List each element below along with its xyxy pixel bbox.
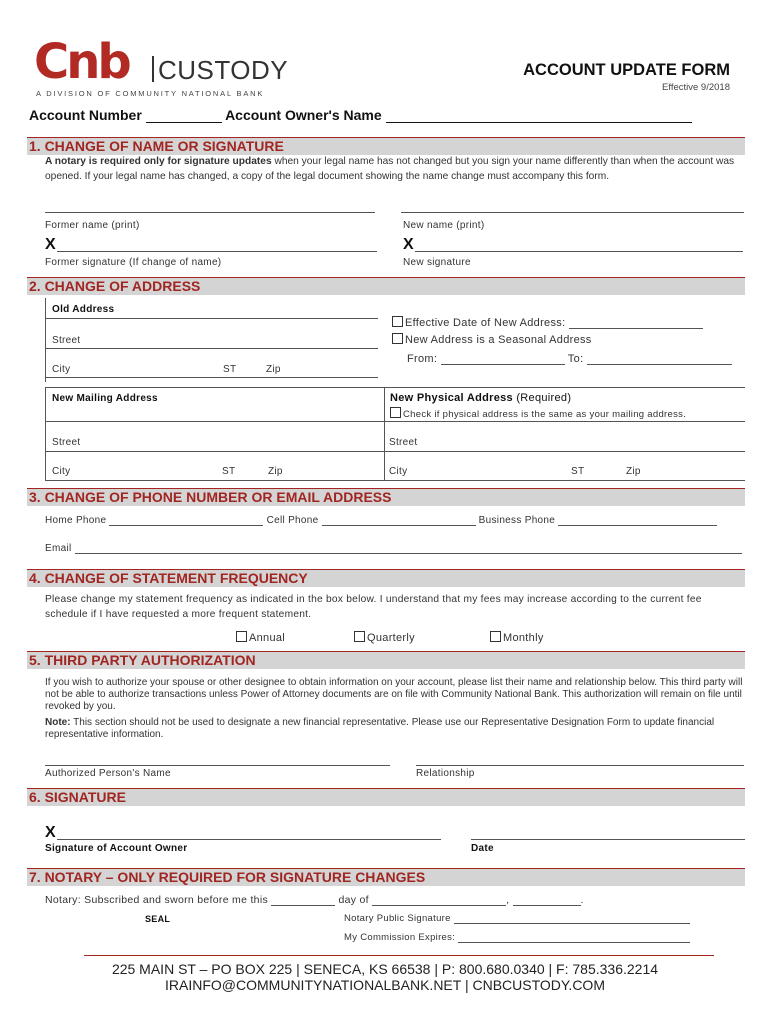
logo-brand: Cnb — [34, 34, 129, 90]
from-label: From: — [407, 353, 438, 365]
old-zip-label: Zip — [266, 364, 281, 375]
physical-zip-label: Zip — [626, 466, 641, 477]
section-5-note — [45, 717, 745, 741]
email-field[interactable] — [75, 543, 742, 554]
footer-contact: IRAINFO@COMMUNITYNATIONALBANK.NET | CNBCUSTODY.COM — [165, 977, 605, 993]
quarterly-label: Quarterly — [367, 632, 415, 644]
note-label: Note: — [45, 717, 71, 728]
home-phone-label: Home Phone — [45, 515, 107, 526]
seasonal-label: New Address is a Seasonal Address — [405, 334, 592, 346]
signature-date-label: Date — [471, 843, 494, 854]
new-mailing-label: New Mailing Address — [52, 393, 158, 404]
section-3-title: 3. CHANGE OF PHONE NUMBER OR EMAIL ADDRESS — [29, 489, 392, 505]
business-phone-label: Business Phone — [478, 515, 556, 526]
monthly-checkbox[interactable] — [490, 631, 501, 642]
old-street-label: Street — [52, 335, 81, 346]
notary-day-of-label: day of — [338, 894, 369, 906]
mailing-st-label: ST — [222, 466, 236, 477]
seasonal-dates-row — [407, 353, 732, 365]
physical-city-label: City — [389, 466, 408, 477]
quarterly-checkbox[interactable] — [354, 631, 365, 642]
logo-custody: CUSTODY — [158, 55, 289, 85]
former-name-field[interactable] — [45, 212, 375, 213]
notary-detail-text: when your legal name has not changed but you sign your name differently than when the account was opened. If your legal name has changed, a copy of the legal document showing the name change must accompany this form. — [45, 156, 735, 182]
section-2-title: 2. CHANGE OF ADDRESS — [29, 278, 201, 294]
cell-phone-field[interactable] — [322, 515, 476, 526]
notary-year-field[interactable] — [513, 895, 581, 906]
former-signature-field[interactable] — [57, 251, 377, 252]
home-phone-field[interactable] — [109, 515, 263, 526]
form-effective-date: Effective 9/2018 — [662, 82, 730, 93]
company-logo — [34, 34, 289, 100]
mailing-city-label: City — [52, 466, 71, 477]
new-name-field[interactable] — [401, 212, 744, 213]
former-signature-x: X — [45, 236, 56, 253]
new-physical-label: New Physical Address — [390, 392, 513, 404]
commission-label: My Commission Expires: — [344, 932, 456, 943]
seasonal-row — [392, 333, 592, 346]
effective-date-checkbox[interactable] — [392, 316, 403, 327]
new-signature-label: New signature — [403, 257, 471, 268]
authorized-person-field[interactable] — [45, 765, 390, 766]
section-1-title: 1. CHANGE OF NAME OR SIGNATURE — [29, 138, 284, 154]
note-text: This section should not be used to designate a new financial representative. Please use our Representative Designation Form to update financial representative information. — [45, 717, 715, 740]
former-name-label: Former name (print) — [45, 220, 140, 231]
mailing-box-left — [45, 387, 46, 481]
quarterly-option[interactable] — [354, 631, 415, 644]
effective-date-label: Effective Date of New Address: — [405, 317, 566, 329]
notary-required-text: A notary is required only for signature updates — [45, 156, 272, 167]
section-6-title: 6. SIGNATURE — [29, 789, 126, 805]
account-owner-label: Account Owner's Name — [225, 107, 382, 123]
new-signature-x: X — [403, 236, 414, 253]
notary-day-field[interactable] — [271, 895, 335, 906]
effective-date-row — [392, 316, 703, 329]
section-5-header — [27, 651, 745, 669]
notary-month-field[interactable] — [372, 895, 506, 906]
old-street-field[interactable] — [45, 348, 378, 349]
same-address-label: Check if physical address is the same as your mailing address. — [403, 409, 687, 420]
owner-signature-field[interactable] — [57, 839, 441, 840]
logo-subtitle: A DIVISION OF COMMUNITY NATIONAL BANK — [36, 89, 265, 98]
notary-signature-row — [344, 913, 690, 924]
former-signature-label: Former signature (If change of name) — [45, 257, 222, 268]
signature-owner-label: Signature of Account Owner — [45, 843, 188, 854]
section-3-header — [27, 488, 745, 506]
footer-divider — [84, 955, 714, 956]
commission-row — [344, 932, 690, 943]
to-field[interactable] — [587, 354, 732, 365]
section-4-header — [27, 569, 745, 587]
notary-sworn-row: Notary: Subscribed and sworn before me this day of , . — [45, 894, 584, 906]
section-4-title: 4. CHANGE OF STATEMENT FREQUENCY — [29, 570, 308, 586]
email-row — [45, 543, 742, 554]
footer-address: 225 MAIN ST – PO BOX 225 | SENECA, KS 66538 | P: 800.680.0340 | F: 785.336.2214 — [111, 961, 659, 977]
mailing-street-label: Street — [52, 437, 81, 448]
section-6-header — [27, 788, 745, 806]
section-4-text: Please change my statement frequency as indicated in the box below. I understand that my fees may increase according to the current fee schedule if I have requested a more frequent statement. — [45, 594, 702, 620]
physical-st-label: ST — [571, 466, 585, 477]
relationship-field[interactable] — [416, 765, 744, 766]
email-label: Email — [45, 543, 72, 554]
to-label: To: — [567, 353, 584, 365]
account-number-label: Account Number — [29, 107, 142, 123]
required-label: (Required) — [512, 392, 572, 404]
notary-signature-field[interactable] — [454, 914, 690, 924]
account-number-field[interactable] — [146, 108, 222, 123]
new-name-label: New name (print) — [403, 220, 485, 231]
old-address-label: Old Address — [52, 304, 115, 315]
section-1-instructions — [45, 155, 750, 184]
mailing-zip-label: Zip — [268, 466, 283, 477]
notary-seal-label: SEAL — [145, 914, 171, 924]
authorized-person-label: Authorized Person's Name — [45, 768, 171, 779]
notary-sworn-label: Notary: Subscribed and sworn before me this — [45, 894, 269, 906]
form-title: ACCOUNT UPDATE FORM — [523, 61, 730, 79]
city-fields-line[interactable] — [45, 480, 745, 481]
phone-row — [45, 515, 717, 526]
owner-signature-x: X — [45, 824, 56, 841]
annual-label: Annual — [249, 632, 286, 644]
section-2-header — [27, 277, 745, 295]
monthly-label: Monthly — [503, 632, 544, 644]
relationship-label: Relationship — [416, 768, 475, 779]
physical-box-left — [384, 387, 385, 481]
business-phone-field[interactable] — [558, 515, 717, 526]
effective-date-field[interactable] — [569, 318, 703, 329]
annual-checkbox[interactable] — [236, 631, 247, 642]
section-7-title: 7. NOTARY – ONLY REQUIRED FOR SIGNATURE CHANGES — [29, 869, 426, 885]
monthly-option[interactable] — [490, 631, 544, 644]
signature-date-field[interactable] — [471, 839, 745, 840]
notary-signature-label: Notary Public Signature — [344, 913, 451, 924]
cell-phone-label: Cell Phone — [266, 515, 319, 526]
seasonal-checkbox[interactable] — [392, 333, 403, 344]
section-7-header — [27, 868, 745, 886]
annual-option[interactable] — [236, 631, 285, 644]
new-signature-field[interactable] — [415, 251, 743, 252]
old-address-box-left — [45, 298, 46, 382]
section-5-text: If you wish to authorize your spouse or other designee to obtain information on your account, please list their name and relationship below. This third party will not be able to authorize transactions unless Power of Attorney documents are on file with Community National Bank. This authorization will remain on file until revoked by you. — [45, 677, 743, 712]
physical-street-label: Street — [389, 437, 418, 448]
section-5-title: 5. THIRD PARTY AUTHORIZATION — [29, 652, 256, 668]
same-address-row — [390, 407, 686, 420]
new-address-top-line — [45, 387, 745, 388]
old-city-label: City — [52, 364, 71, 375]
old-st-label: ST — [223, 364, 237, 375]
same-address-checkbox[interactable] — [390, 407, 401, 418]
new-physical-label-row — [390, 392, 571, 404]
section-1-header — [27, 137, 745, 155]
account-owner-field[interactable] — [386, 108, 692, 123]
logo-divider — [152, 56, 154, 82]
street-fields-line[interactable] — [45, 451, 745, 452]
old-city-field[interactable] — [45, 377, 378, 378]
account-header-row — [29, 107, 692, 123]
new-address-mid-line — [45, 421, 745, 422]
old-address-top-line — [45, 318, 378, 319]
from-field[interactable] — [441, 354, 565, 365]
commission-field[interactable] — [458, 933, 690, 943]
